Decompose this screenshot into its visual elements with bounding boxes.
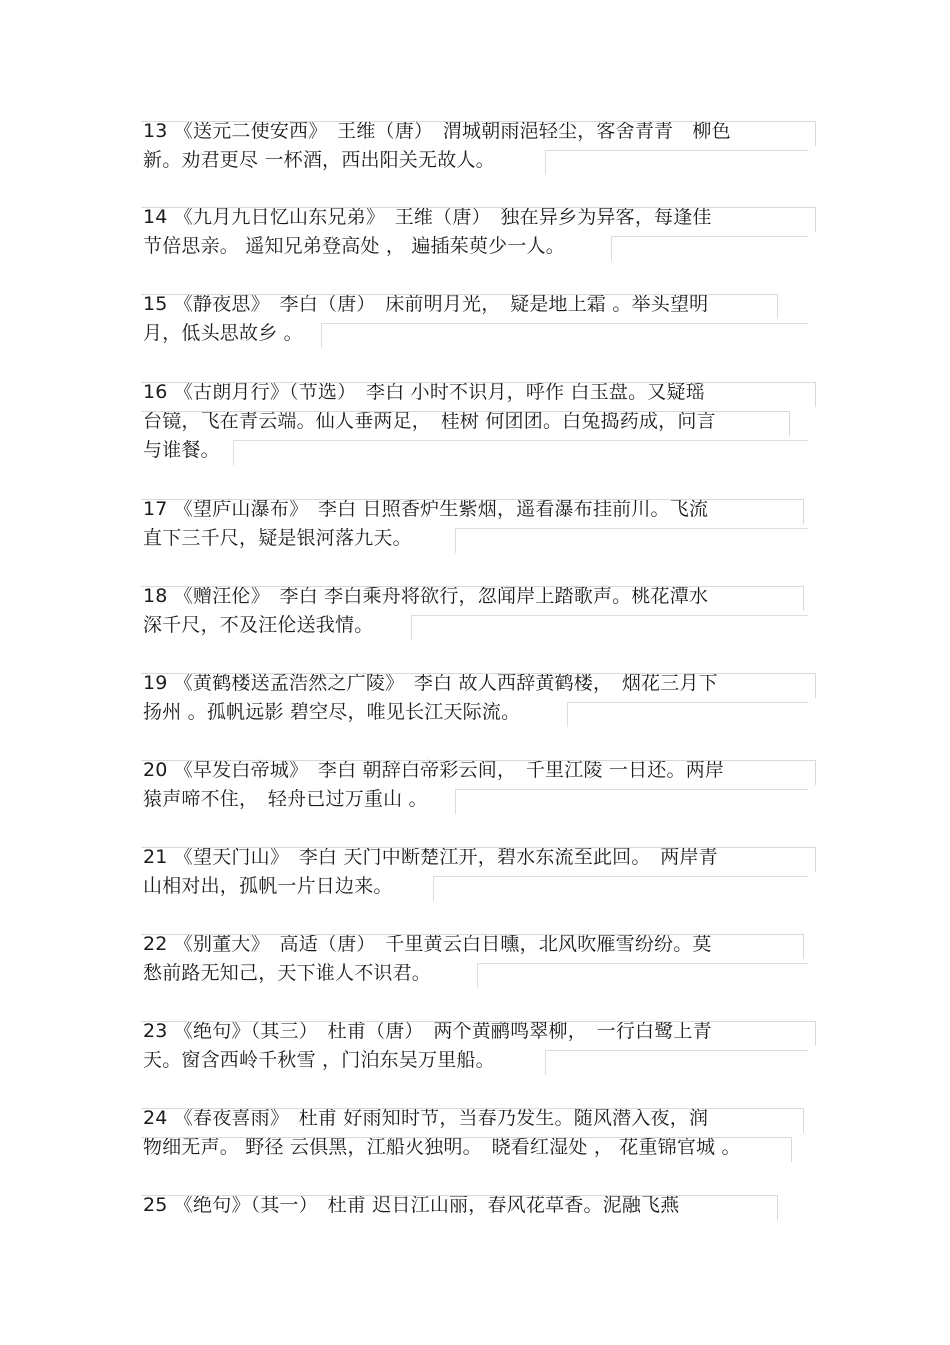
poem-14: [143, 203, 808, 261]
poem-line: 新。劝君更尽 一杯酒，西出阳关无故人。: [143, 146, 808, 175]
poem-line: 15 《静夜思》 李白（唐） 床前明月光， 疑是地上霜 。举头望明: [143, 290, 808, 319]
poem-line: 月，低头思故乡 。: [143, 319, 808, 348]
poem-line: 22 《别董大》 高适（唐） 千里黄云白日曛，北风吹雁雪纷纷。莫: [143, 930, 808, 959]
poem-22: [143, 930, 808, 988]
poem-line: 天。窗含西岭千秋雪 ，门泊东吴万里船。: [143, 1046, 808, 1075]
poem-line: 节倍思亲。 遥知兄弟登高处 ， 遍插茱萸少一人。: [143, 232, 808, 261]
poem-19: [143, 669, 808, 727]
poem-line: 20 《早发白帝城》 李白 朝辞白帝彩云间， 千里江陵 一日还。两岸: [143, 756, 808, 785]
poem-line: 21 《望天门山》 李白 天门中断楚江开，碧水东流至此回。 两岸青: [143, 843, 808, 872]
poem-line: 16 《古朗月行》（节选） 李白 小时不识月，呼作 白玉盘。又疑瑶: [143, 378, 808, 407]
poem-line: 14 《九月九日忆山东兄弟》 王维（唐） 独在异乡为异客，每逢佳: [143, 203, 808, 232]
poem-21: [143, 843, 808, 901]
poem-line: 扬州 。孤帆远影 碧空尽，唯见长江天际流。: [143, 698, 808, 727]
poem-line: 台镜，飞在青云端。仙人垂两足， 桂树 何团团。白兔捣药成，问言: [143, 407, 808, 436]
poem-15: [143, 290, 808, 348]
poem-20: [143, 756, 808, 814]
poem-line: 愁前路无知己，天下谁人不识君。: [143, 959, 808, 988]
poem-line: 物细无声。 野径 云俱黑，江船火独明。 晓看红湿处 ， 花重锦官城 。: [143, 1133, 808, 1162]
poem-line: 直下三千尺，疑是银河落九天。: [143, 524, 808, 553]
poem-24: [143, 1104, 808, 1162]
poem-line: 与谁餐。: [143, 436, 808, 465]
poem-line: 18 《赠汪伦》 李白 李白乘舟将欲行，忽闻岸上踏歌声。桃花潭水: [143, 582, 808, 611]
poem-13: [143, 117, 808, 175]
poem-line: 19 《黄鹤楼送孟浩然之广陵》 李白 故人西辞黄鹤楼， 烟花三月下: [143, 669, 808, 698]
poem-line: 山相对出，孤帆一片日边来。: [143, 872, 808, 901]
poem-25: [143, 1191, 808, 1220]
poem-line: 25 《绝句》（其一） 杜甫 迟日江山丽，春风花草香。泥融飞燕: [143, 1191, 808, 1220]
poem-line: 13 《送元二使安西》 王维（唐） 渭城朝雨浥轻尘，客舍青青 柳色: [143, 117, 808, 146]
poem-line: 猿声啼不住， 轻舟已过万重山 。: [143, 785, 808, 814]
poem-23: [143, 1017, 808, 1075]
poem-line: 深千尺，不及汪伦送我情。: [143, 611, 808, 640]
poem-17: [143, 495, 808, 553]
poem-line: 24 《春夜喜雨》 杜甫 好雨知时节，当春乃发生。随风潜入夜，润: [143, 1104, 808, 1133]
poem-18: [143, 582, 808, 640]
poem-line: 17 《望庐山瀑布》 李白 日照香炉生紫烟，遥看瀑布挂前川。飞流: [143, 495, 808, 524]
poem-16: [143, 378, 808, 465]
poem-line: 23 《绝句》（其三） 杜甫（唐） 两个黄鹂鸣翠柳， 一行白鹭上青: [143, 1017, 808, 1046]
